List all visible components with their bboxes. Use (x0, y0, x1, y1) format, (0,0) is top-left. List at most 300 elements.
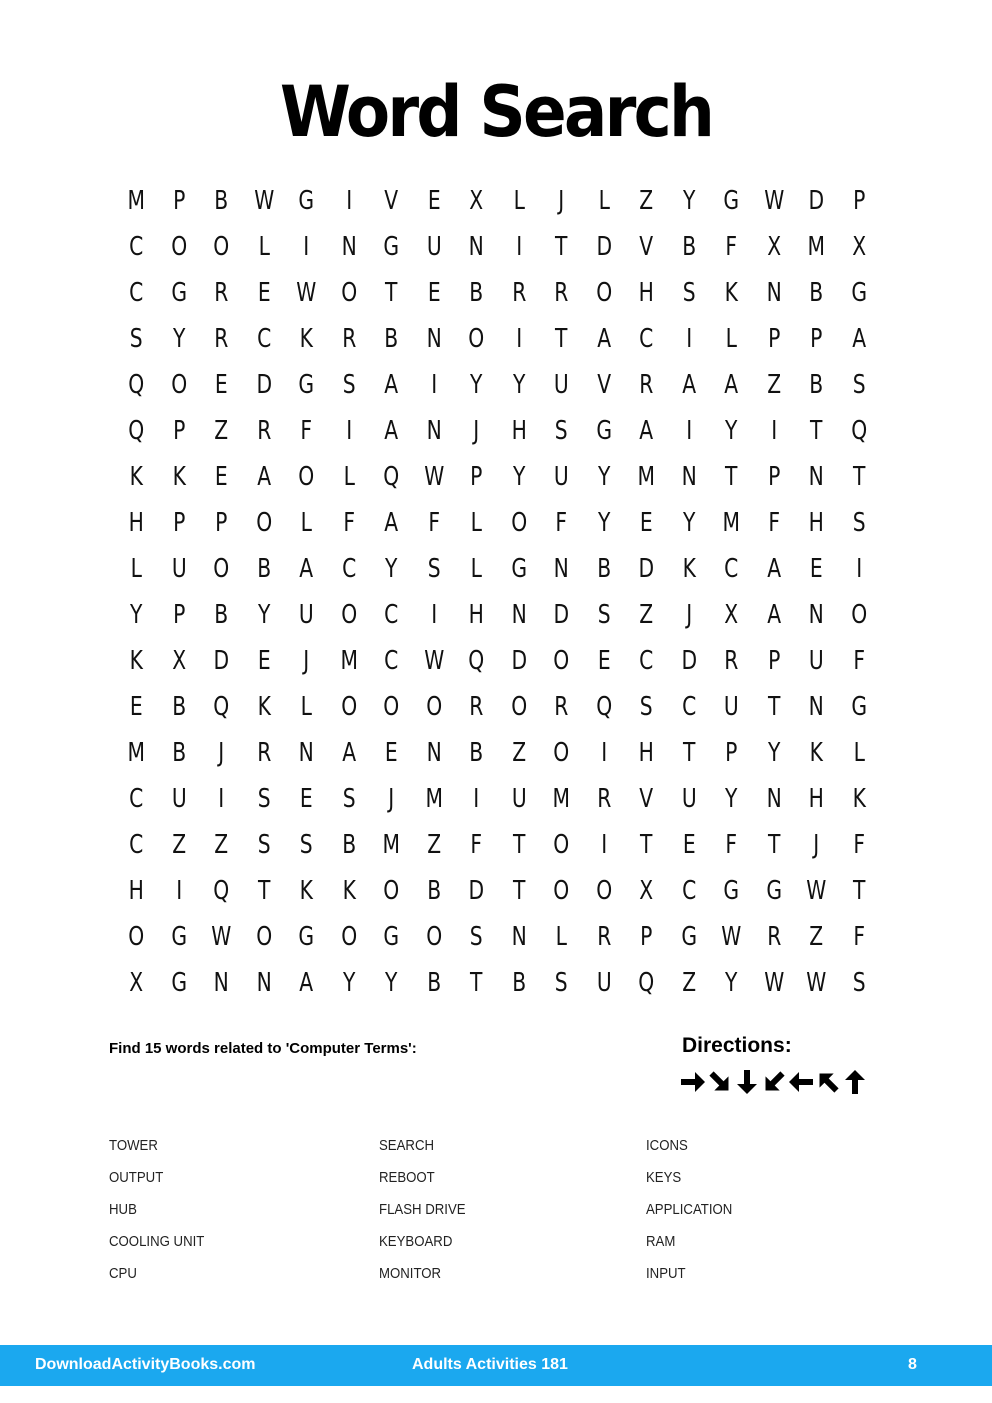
grid-letter: T (852, 876, 865, 906)
grid-letter: P (172, 416, 185, 446)
grid-letter: J (685, 600, 692, 630)
grid-letter: T (810, 416, 823, 446)
grid-letter: P (215, 508, 228, 538)
grid-letter: J (388, 784, 395, 814)
grid-letter: Y (512, 370, 525, 400)
grid-letter: X (129, 968, 144, 998)
grid-letter: V (639, 232, 654, 262)
arrow-up-icon (845, 1070, 865, 1094)
grid-letter: S (852, 968, 866, 998)
grid-letter: S (597, 600, 611, 630)
instructions-text: Find 15 words related to 'Computer Terms': (109, 1040, 417, 1057)
grid-letter: I (175, 876, 182, 906)
grid-letter: K (172, 462, 186, 492)
grid-letter: S (852, 508, 866, 538)
grid-letter: N (468, 232, 484, 262)
grid-letter: C (724, 554, 739, 584)
grid-letter: Z (639, 600, 654, 630)
grid-letter: V (639, 784, 654, 814)
grid-letter: I (430, 600, 437, 630)
grid-letter: Y (725, 416, 738, 446)
word-list-item: APPLICATION (646, 1201, 733, 1218)
arrow-down-icon (737, 1070, 757, 1094)
grid-letter: X (851, 232, 866, 262)
grid-letter: E (682, 830, 696, 860)
grid-letter: T (555, 324, 568, 354)
grid-letter: O (170, 370, 187, 400)
grid-letter: K (809, 738, 823, 768)
grid-letter: G (170, 278, 187, 308)
grid-letter: S (129, 324, 143, 354)
grid-letter: Q (213, 692, 230, 722)
grid-letter: A (384, 370, 399, 400)
grid-letter: A (299, 554, 314, 584)
grid-letter: Y (470, 370, 483, 400)
footer-book-title: Adults Activities 181 (412, 1356, 568, 1373)
grid-letter: Y (130, 600, 143, 630)
grid-letter: Q (383, 462, 400, 492)
word-list-item: RAM (646, 1233, 676, 1250)
grid-letter: O (510, 508, 527, 538)
grid-letter: C (129, 278, 144, 308)
grid-letter: N (681, 462, 697, 492)
word-list-item: INPUT (646, 1265, 686, 1282)
grid-letter: R (596, 784, 611, 814)
grid-letter: W (423, 462, 444, 492)
grid-letter: I (218, 784, 225, 814)
grid-letter: G (723, 876, 740, 906)
grid-letter: A (724, 370, 739, 400)
grid-letter: Y (385, 554, 398, 584)
grid-letter: D (553, 600, 570, 630)
grid-letter: D (595, 232, 612, 262)
grid-letter: F (427, 508, 440, 538)
grid-letter: F (767, 508, 780, 538)
grid-letter: H (468, 600, 484, 630)
word-list-item: CPU (109, 1265, 137, 1282)
grid-letter: Q (128, 370, 145, 400)
grid-letter: N (808, 692, 824, 722)
grid-letter: K (129, 462, 143, 492)
grid-letter: Z (681, 968, 696, 998)
grid-letter: L (555, 922, 567, 952)
grid-letter: S (639, 692, 653, 722)
grid-letter: Z (171, 830, 186, 860)
grid-letter: Z (511, 738, 526, 768)
grid-letter: Y (725, 968, 738, 998)
grid-letter: E (597, 646, 611, 676)
grid-letter: W (296, 278, 317, 308)
grid-letter: Y (512, 462, 525, 492)
grid-letter: B (469, 738, 484, 768)
grid-letter: G (383, 922, 400, 952)
grid-letter: G (298, 922, 315, 952)
grid-letter: Y (767, 738, 780, 768)
grid-letter: K (724, 278, 738, 308)
grid-letter: O (340, 278, 357, 308)
page-title: Word Search (279, 71, 713, 153)
grid-letter: O (595, 278, 612, 308)
grid-letter: C (681, 692, 696, 722)
word-list-item: KEYS (646, 1169, 682, 1186)
grid-letter: K (342, 876, 356, 906)
grid-letter: F (300, 416, 313, 446)
grid-letter: C (129, 784, 144, 814)
grid-letter: A (766, 600, 781, 630)
grid-letter: H (128, 508, 144, 538)
grid-letter: E (299, 784, 313, 814)
grid-letter: L (343, 462, 355, 492)
grid-letter: F (725, 232, 738, 262)
grid-letter: U (171, 554, 187, 584)
grid-letter: G (298, 186, 315, 216)
grid-letter: E (639, 508, 653, 538)
grid-letter: F (470, 830, 483, 860)
grid-letter: S (342, 784, 356, 814)
grid-letter: Y (342, 968, 355, 998)
grid-letter: R (214, 278, 229, 308)
arrow-right-icon (681, 1072, 705, 1092)
arrow-up-left-icon (812, 1067, 843, 1097)
grid-letter: S (682, 278, 696, 308)
grid-letter: W (806, 876, 827, 906)
grid-letter: L (300, 692, 312, 722)
grid-letter: F (852, 830, 865, 860)
grid-letter: F (555, 508, 568, 538)
grid-letter: N (511, 600, 527, 630)
grid-letter: R (256, 416, 271, 446)
grid-letter: U (553, 462, 569, 492)
grid-letter: S (342, 370, 356, 400)
grid-letter: M (339, 646, 358, 676)
footer-page-number: 8 (908, 1356, 917, 1373)
grid-letter: Q (595, 692, 612, 722)
grid-letter: O (425, 692, 442, 722)
grid-letter: R (214, 324, 229, 354)
grid-letter: H (128, 876, 144, 906)
grid-letter: U (553, 370, 569, 400)
grid-letter: D (638, 554, 655, 584)
grid-letter: F (342, 508, 355, 538)
grid-letter: S (299, 830, 313, 860)
grid-letter: O (340, 692, 357, 722)
grid-letter: I (345, 186, 352, 216)
grid-letter: S (554, 416, 568, 446)
grid-letter: O (553, 646, 570, 676)
grid-letter: G (850, 692, 867, 722)
grid-letter: Y (597, 508, 610, 538)
grid-letter: O (468, 324, 485, 354)
grid-letter: B (426, 968, 441, 998)
grid-letter: A (384, 508, 399, 538)
grid-letter: F (725, 830, 738, 860)
grid-letter: L (258, 232, 270, 262)
word-list-item: SEARCH (379, 1137, 435, 1154)
word-list-item: ICONS (646, 1137, 688, 1154)
grid-letter: T (555, 232, 568, 262)
grid-letter: N (426, 416, 442, 446)
grid-letter: X (766, 232, 781, 262)
grid-letter: T (682, 738, 695, 768)
grid-letter: N (766, 784, 782, 814)
grid-letter: M (127, 738, 146, 768)
grid-letter: N (256, 968, 272, 998)
grid-letter: F (852, 646, 865, 676)
grid-letter: P (852, 186, 865, 216)
grid-letter: N (553, 554, 569, 584)
word-list-item: HUB (109, 1201, 137, 1218)
grid-letter: O (553, 830, 570, 860)
grid-letter: U (171, 784, 187, 814)
grid-letter: C (639, 324, 654, 354)
grid-letter: B (809, 370, 824, 400)
grid-letter: M (552, 784, 571, 814)
grid-letter: P (767, 324, 780, 354)
grid-letter: T (512, 876, 525, 906)
grid-letter: N (766, 278, 782, 308)
grid-letter: B (426, 876, 441, 906)
directions-icons (680, 1067, 872, 1097)
grid-letter: O (595, 876, 612, 906)
grid-letter: W (253, 186, 274, 216)
grid-letter: S (554, 968, 568, 998)
grid-letter: O (850, 600, 867, 630)
grid-letter: F (852, 922, 865, 952)
grid-letter: D (213, 646, 230, 676)
grid-letter: W (763, 968, 784, 998)
grid-letter: D (468, 876, 485, 906)
grid-letter: Y (172, 324, 185, 354)
grid-letter: R (341, 324, 356, 354)
grid-letter: T (852, 462, 865, 492)
word-list-item: MONITOR (379, 1265, 442, 1282)
grid-letter: Q (468, 646, 485, 676)
grid-letter: O (553, 876, 570, 906)
grid-letter: E (427, 278, 441, 308)
grid-letter: E (427, 186, 441, 216)
grid-letter: Y (257, 600, 270, 630)
grid-letter: W (763, 186, 784, 216)
grid-letter: P (172, 508, 185, 538)
grid-letter: O (298, 462, 315, 492)
grid-letter: U (808, 646, 824, 676)
grid-letter: U (511, 784, 527, 814)
grid-letter: X (469, 186, 484, 216)
grid-letter: Q (850, 416, 867, 446)
grid-letter: B (511, 968, 526, 998)
footer-bar (0, 1345, 992, 1386)
grid-letter: X (724, 600, 739, 630)
grid-letter: O (383, 692, 400, 722)
grid-letter: G (170, 968, 187, 998)
grid-letter: J (813, 830, 820, 860)
grid-letter: R (511, 278, 526, 308)
grid-letter: N (298, 738, 314, 768)
grid-letter: G (298, 370, 315, 400)
grid-letter: Q (128, 416, 145, 446)
grid-letter: B (214, 600, 229, 630)
grid-letter: D (510, 646, 527, 676)
arrow-down-right-icon (704, 1067, 735, 1097)
grid-letter: X (171, 646, 186, 676)
grid-letter: P (810, 324, 823, 354)
grid-letter: B (256, 554, 271, 584)
grid-letter: B (384, 324, 399, 354)
grid-letter: O (340, 600, 357, 630)
grid-letter: U (426, 232, 442, 262)
grid-letter: I (303, 232, 310, 262)
grid-letter: Z (214, 830, 229, 860)
grid-letter: G (510, 554, 527, 584)
grid-letter: Y (682, 186, 695, 216)
grid-letter: S (427, 554, 441, 584)
grid-letter: H (638, 278, 654, 308)
grid-letter: N (426, 738, 442, 768)
grid-letter: O (255, 508, 272, 538)
directions-label: Directions: (682, 1034, 792, 1057)
grid-letter: L (130, 554, 142, 584)
grid-letter: H (808, 784, 824, 814)
grid-letter: R (724, 646, 739, 676)
grid-letter: O (553, 738, 570, 768)
grid-letter: Z (214, 416, 229, 446)
word-list-item: OUTPUT (109, 1169, 164, 1186)
grid-letter: T (767, 692, 780, 722)
footer-site-link[interactable]: DownloadActivityBooks.com (35, 1356, 256, 1373)
grid-letter: I (685, 416, 692, 446)
grid-letter: A (766, 554, 781, 584)
grid-letter: O (340, 922, 357, 952)
grid-letter: K (299, 876, 313, 906)
grid-letter: T (725, 462, 738, 492)
grid-letter: Z (766, 370, 781, 400)
grid-letter: T (767, 830, 780, 860)
grid-letter: K (682, 554, 696, 584)
grid-letter: R (469, 692, 484, 722)
grid-letter: O (425, 922, 442, 952)
grid-letter: K (257, 692, 271, 722)
grid-letter: W (211, 922, 232, 952)
grid-letter: K (129, 646, 143, 676)
grid-letter: A (384, 416, 399, 446)
grid-letter: V (596, 370, 611, 400)
grid-letter: B (596, 554, 611, 584)
grid-letter: M (722, 508, 741, 538)
grid-letter: U (681, 784, 697, 814)
grid-letter: C (129, 830, 144, 860)
grid-letter: D (680, 646, 697, 676)
grid-letter: L (725, 324, 737, 354)
grid-letter: C (384, 600, 399, 630)
grid-letter: G (850, 278, 867, 308)
grid-letter: S (852, 370, 866, 400)
grid-letter: I (473, 784, 480, 814)
grid-letter: T (640, 830, 653, 860)
grid-letter: M (127, 186, 146, 216)
grid-letter: I (345, 416, 352, 446)
grid-letter: O (128, 922, 145, 952)
grid-letter: R (554, 692, 569, 722)
arrow-down-left-icon (758, 1067, 789, 1097)
grid-letter: U (596, 968, 612, 998)
grid-letter: N (808, 600, 824, 630)
grid-letter: O (255, 922, 272, 952)
grid-letter: D (808, 186, 825, 216)
word-list-item: COOLING UNIT (109, 1233, 205, 1250)
grid-letter: J (473, 416, 480, 446)
grid-letter: R (766, 922, 781, 952)
grid-letter: A (596, 324, 611, 354)
word-list-item: TOWER (109, 1137, 158, 1154)
grid-letter: A (341, 738, 356, 768)
grid-letter: E (257, 646, 271, 676)
grid-letter: S (257, 830, 271, 860)
grid-letter: G (765, 876, 782, 906)
grid-letter: O (213, 232, 230, 262)
grid-letter: Z (639, 186, 654, 216)
grid-letter: S (469, 922, 483, 952)
grid-letter: I (685, 324, 692, 354)
word-list-item: FLASH DRIVE (379, 1201, 466, 1218)
grid-letter: B (171, 692, 186, 722)
grid-letter: Y (597, 462, 610, 492)
grid-letter: N (426, 324, 442, 354)
grid-letter: D (255, 370, 272, 400)
arrow-left-icon (789, 1072, 813, 1092)
grid-letter: W (721, 922, 742, 952)
grid-letter: G (723, 186, 740, 216)
grid-letter: P (172, 186, 185, 216)
grid-letter: T (257, 876, 270, 906)
grid-letter: R (256, 738, 271, 768)
grid-letter: P (172, 600, 185, 630)
grid-letter: N (341, 232, 357, 262)
grid-letter: B (809, 278, 824, 308)
grid-letter: U (298, 600, 314, 630)
grid-letter: L (470, 508, 482, 538)
grid-letter: Z (426, 830, 441, 860)
grid-letter: A (256, 462, 271, 492)
grid-letter: J (218, 738, 225, 768)
grid-letter: B (214, 186, 229, 216)
grid-letter: C (129, 232, 144, 262)
grid-letter: I (515, 232, 522, 262)
grid-letter: G (680, 922, 697, 952)
grid-letter: E (214, 462, 228, 492)
grid-letter: R (639, 370, 654, 400)
grid-letter: T (512, 830, 525, 860)
grid-letter: G (595, 416, 612, 446)
grid-letter: X (639, 876, 654, 906)
grid-letter: L (513, 186, 525, 216)
grid-letter: Y (385, 968, 398, 998)
grid-letter: L (853, 738, 865, 768)
grid-letter: W (806, 968, 827, 998)
grid-letter: P (767, 462, 780, 492)
grid-letter: O (170, 232, 187, 262)
grid-letter: W (423, 646, 444, 676)
grid-letter: V (384, 186, 399, 216)
grid-letter: I (600, 830, 607, 860)
grid-letter: U (723, 692, 739, 722)
word-list-item: REBOOT (379, 1169, 435, 1186)
grid-letter: C (384, 646, 399, 676)
word-search-grid (115, 178, 880, 1006)
grid-letter: E (257, 278, 271, 308)
grid-letter: L (470, 554, 482, 584)
grid-letter: M (382, 830, 401, 860)
grid-letter: I (515, 324, 522, 354)
